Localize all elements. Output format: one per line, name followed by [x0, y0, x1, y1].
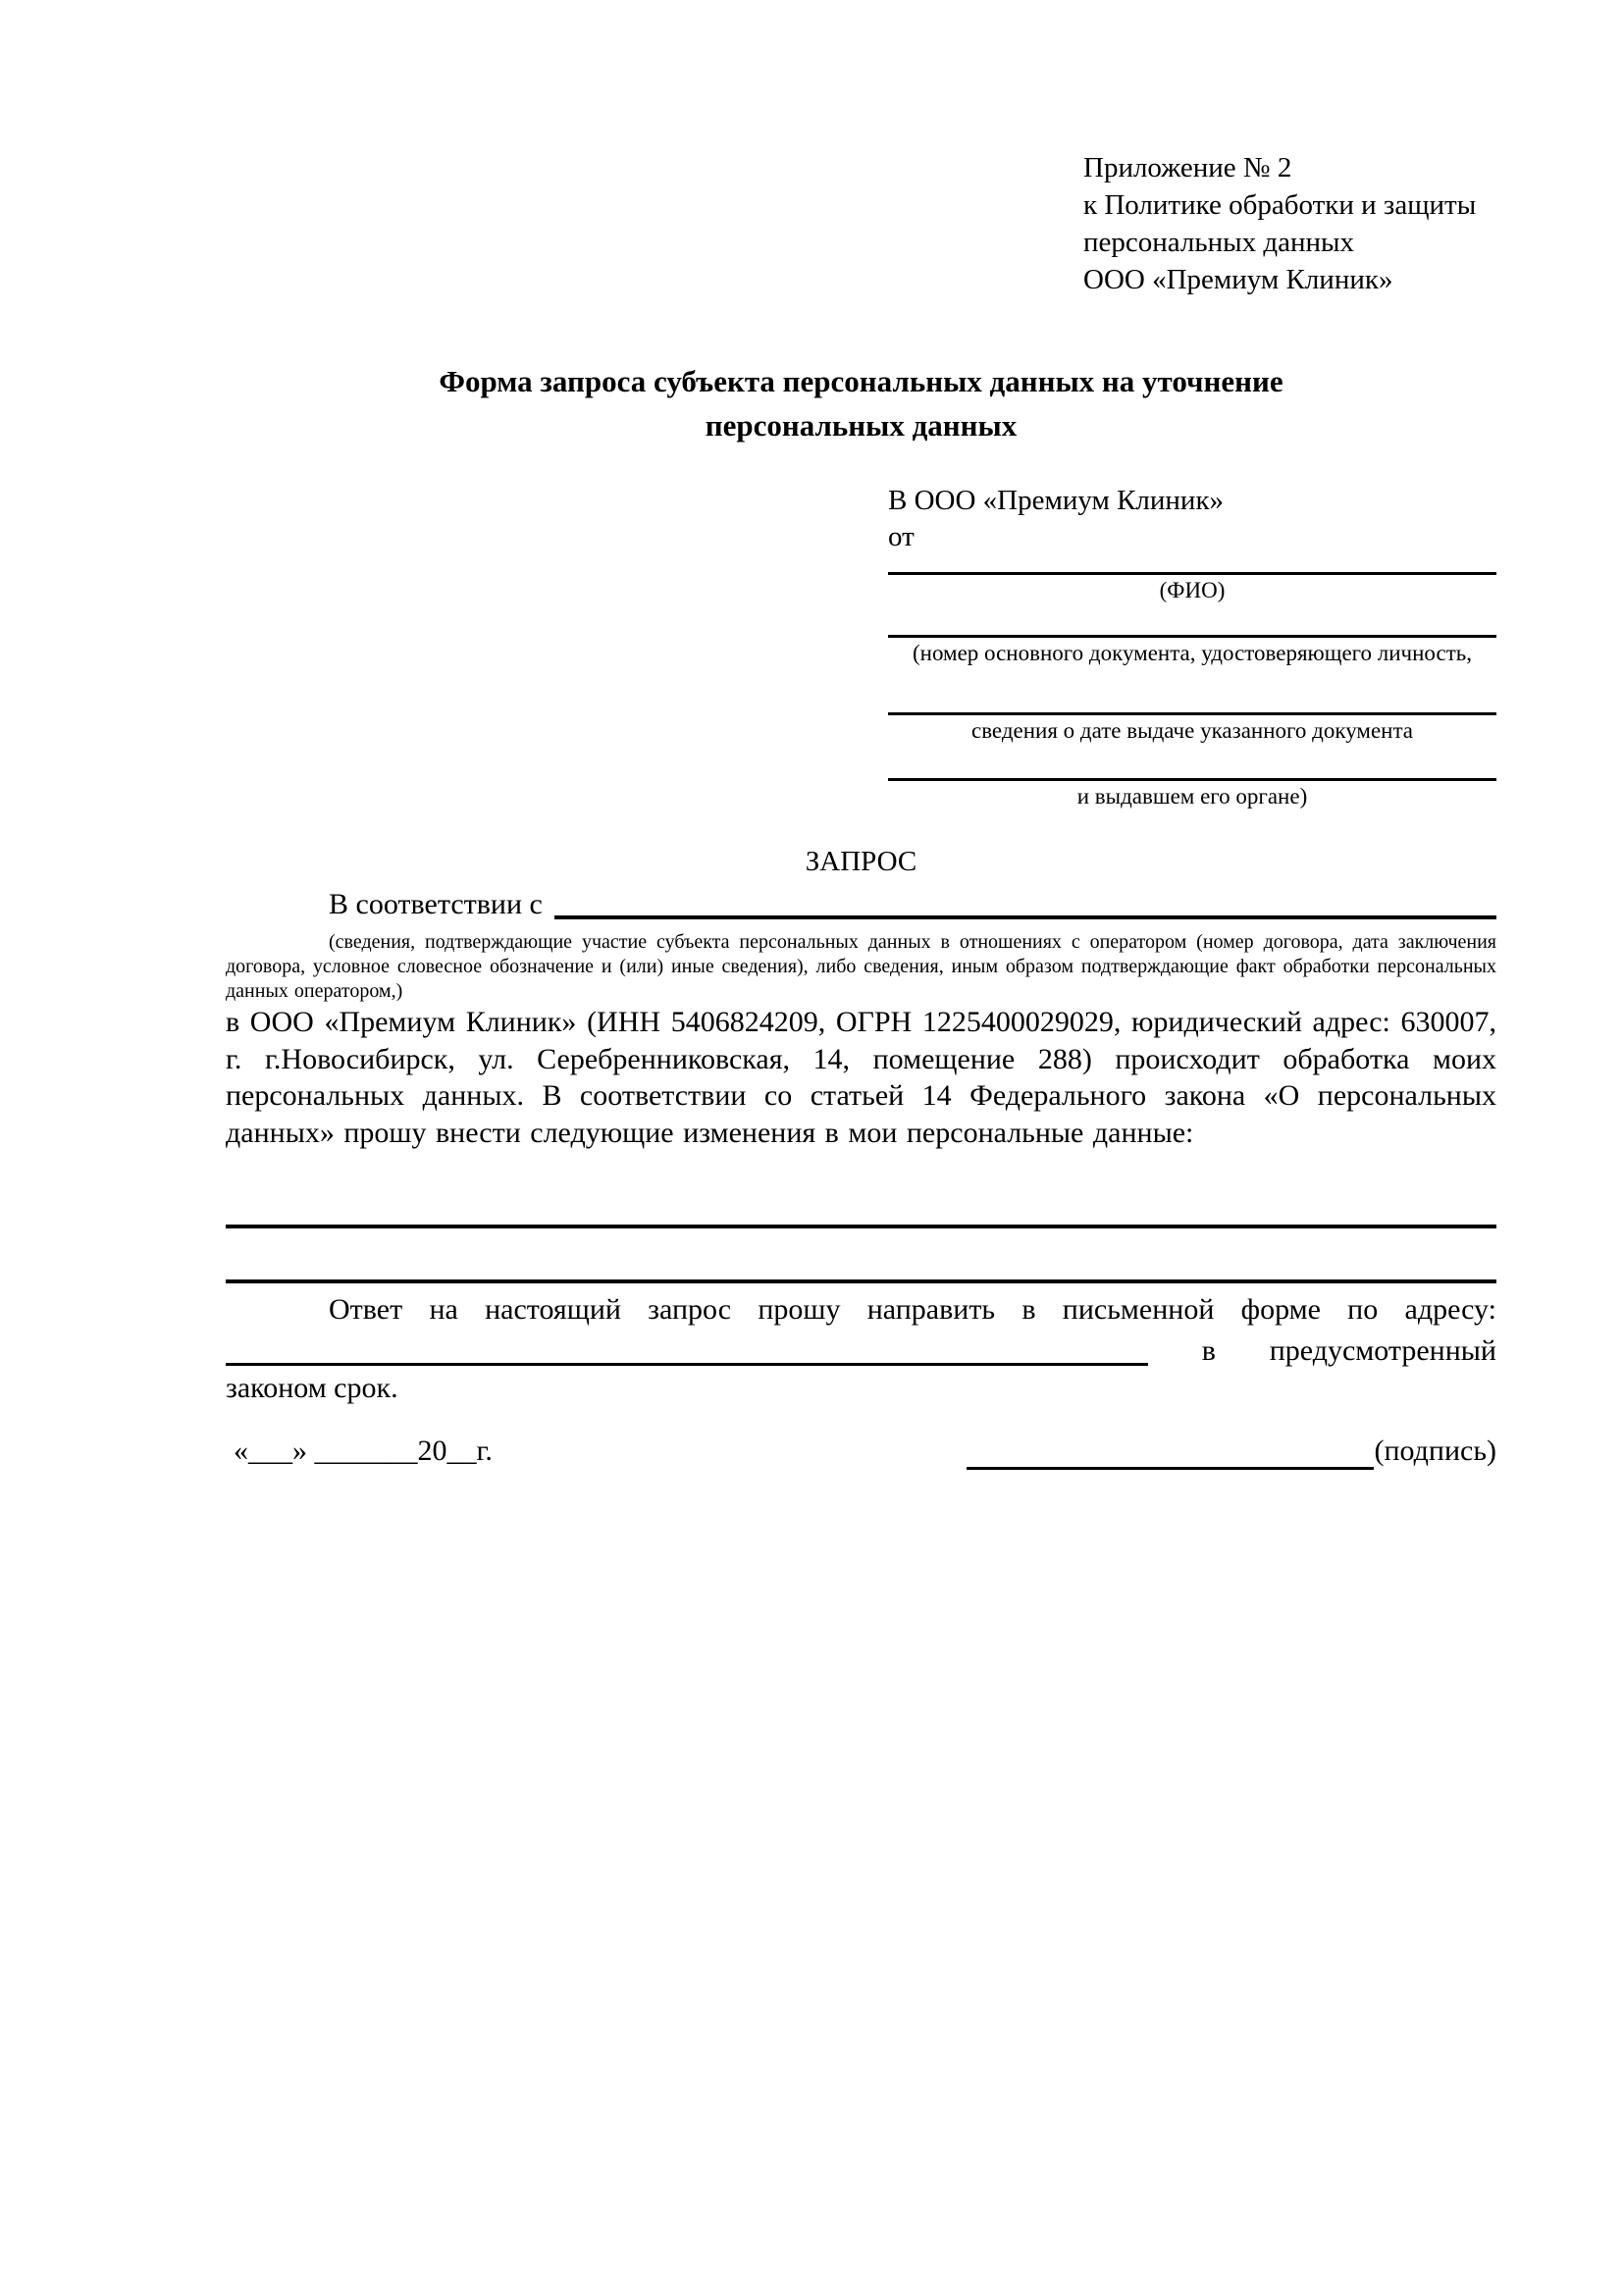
reply-address-line — [226, 1329, 1496, 1370]
annex-header-line: к Политике обработки и защиты — [1083, 189, 1477, 221]
changes-fill-line-1 — [226, 1225, 1496, 1228]
doc-number-caption: (номер основного документа, удостоверяющего личность, — [912, 641, 1472, 665]
annex-header-line: персональных данных — [1083, 227, 1355, 258]
address-fill-line — [226, 1363, 1148, 1366]
addressee-block — [888, 483, 1496, 810]
page-title — [226, 359, 1496, 447]
operator-note: (сведения, подтверждающие участие субъекта персональных данных в отношениях с оператором (номер договора, дата заключения договора, условное словесное обозначение и (или) иные сведения), либо сведения, иным образом подтверждающие факт обработки персональных данных оператором,) — [226, 931, 1496, 1002]
page-title-line: Форма запроса субъекта персональных данных на уточнение — [439, 364, 1283, 398]
reply-sentence: Ответ на настоящий запрос прошу направить в письменной форме по адресу: — [329, 1293, 1496, 1326]
reply-word-v: в — [1201, 1334, 1216, 1367]
fio-caption: (ФИО) — [1159, 578, 1226, 602]
issuing-authority-caption: и выдавшем его органе) — [1076, 784, 1308, 809]
basis-fill-line — [554, 915, 1496, 919]
issue-date-field-line — [888, 712, 1496, 715]
reply-tail: законом срок. — [226, 1372, 398, 1404]
issue-date-caption: сведения о дате выдаче указанного документа — [970, 718, 1414, 743]
doc-number-field-line — [888, 635, 1496, 638]
reply-block — [226, 1291, 1496, 1407]
request-body: в ООО «Премиум Клиник» (ИНН 5406824209, ОГРН 1225400029029, юридический адрес: 630007, г. г.Новосибирск, ул. Серебренниковская, 14, помещение 288) происходит обработка моих персональных данных. В соответствии со статьей 14 Федерального закона «О персональных данных» прошу внести следующие изменения в мои персональные данные: — [226, 1006, 1496, 1149]
annex-header-line: Приложение № 2 — [1083, 152, 1292, 183]
signature-area — [967, 1433, 1496, 1470]
intro-line — [226, 886, 1496, 923]
intro-prefix: В соответствии с — [329, 888, 543, 920]
fio-field-line — [888, 572, 1496, 575]
page-title-line: персональных данных — [705, 408, 1018, 443]
issuing-authority-field-line — [888, 778, 1496, 781]
signature-fill-line — [967, 1440, 1374, 1470]
signoff-row — [226, 1433, 1496, 1470]
addressee-from-label: от — [888, 521, 915, 552]
request-heading: ЗАПРОС — [805, 846, 917, 877]
reply-word-predusmotrenny: предусмотренный — [1269, 1334, 1496, 1367]
annex-header — [1083, 149, 1476, 298]
signature-caption: (подпись) — [1374, 1435, 1496, 1467]
annex-header-line: ООО «Премиум Клиник» — [1083, 264, 1393, 295]
changes-fill-line-2 — [226, 1279, 1496, 1283]
date-template: «___» _______20__г. — [234, 1435, 493, 1467]
addressee-to: В ООО «Премиум Клиник» — [888, 485, 1225, 516]
